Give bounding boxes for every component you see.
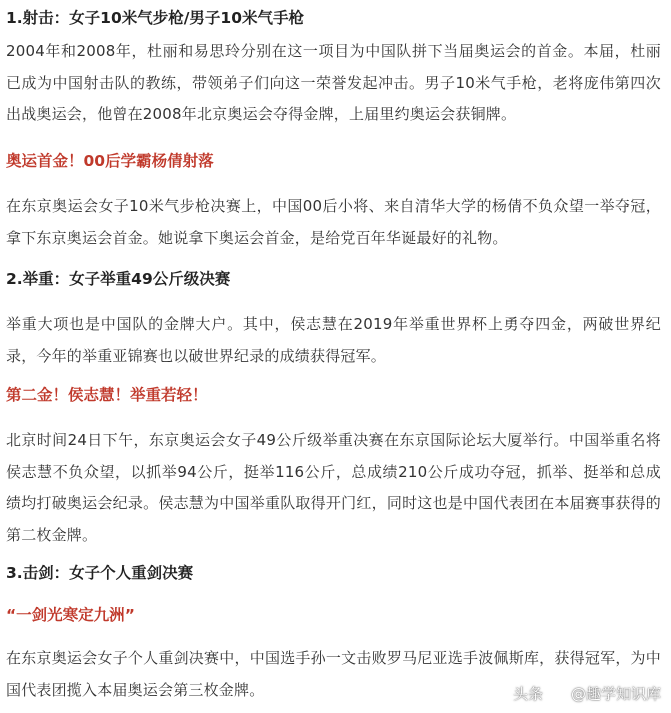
- toutiao-logo-icon: [548, 684, 566, 702]
- section-2-heading: 2.举重：女子举重49公斤级决赛: [6, 270, 231, 288]
- section-3-heading: 3.击剑：女子个人重剑决赛: [6, 564, 194, 582]
- section-3-detail: 在东京奥运会女子个人重剑决赛中，中国选手孙一文击败罗马尼亚选手波佩斯库，获得冠军，为中国代表团揽入本届奥运会第三枚金牌。: [6, 649, 661, 699]
- section-2-highlight: 第二金！侯志慧！举重若轻！: [6, 386, 208, 404]
- section-2-detail: 北京时间24日下午，东京奥运会女子49公斤级举重决赛在东京国际论坛大厦举行。中国举重名将侯志慧不负众望，以抓举94公斤，挺举116公斤，总成绩210公斤成功夺冠，抓举、挺举和总成绩均打破奥运会纪录。侯志慧为中国举重队取得开门红，同时这也是中国代表团在本届赛事获得的第二枚金牌。: [6, 431, 661, 544]
- section-1-highlight: 奥运首金！00后学霸杨倩射落: [6, 152, 214, 170]
- section-1-detail: 在东京奥运会女子10米气步枪决赛上，中国00后小将、来自清华大学的杨倩不负众望一举夺冠，拿下东京奥运会首金。她说拿下奥运会首金，是给党百年华诞最好的礼物。: [6, 197, 661, 247]
- watermark-brand: 头条: [512, 684, 543, 703]
- section-2-intro: 举重大项也是中国队的金牌大户。其中，侯志慧在2019年举重世界杯上勇夺四金，两破世界纪录，今年的举重亚锦赛也以破世界纪录的成绩获得冠军。: [6, 315, 661, 365]
- watermark-handle: @趣学知识库: [570, 684, 661, 703]
- section-1-heading: 1.射击：女子10米气步枪/男子10米气手枪: [6, 9, 304, 27]
- section-1-intro: 2004年和2008年，杜丽和易思玲分别在这一项目为中国队拼下当届奥运会的首金。本届，杜丽已成为中国射击队的教练，带领弟子们向这一荣誉发起冲击。男子10米气手枪，老将庞伟第四次出战奥运会，他曾在2008年北京奥运会夺得金牌，上届里约奥运会获铜牌。: [6, 42, 661, 123]
- watermark: [513, 681, 661, 705]
- section-3-highlight: “一剑光寒定九洲”: [6, 606, 135, 624]
